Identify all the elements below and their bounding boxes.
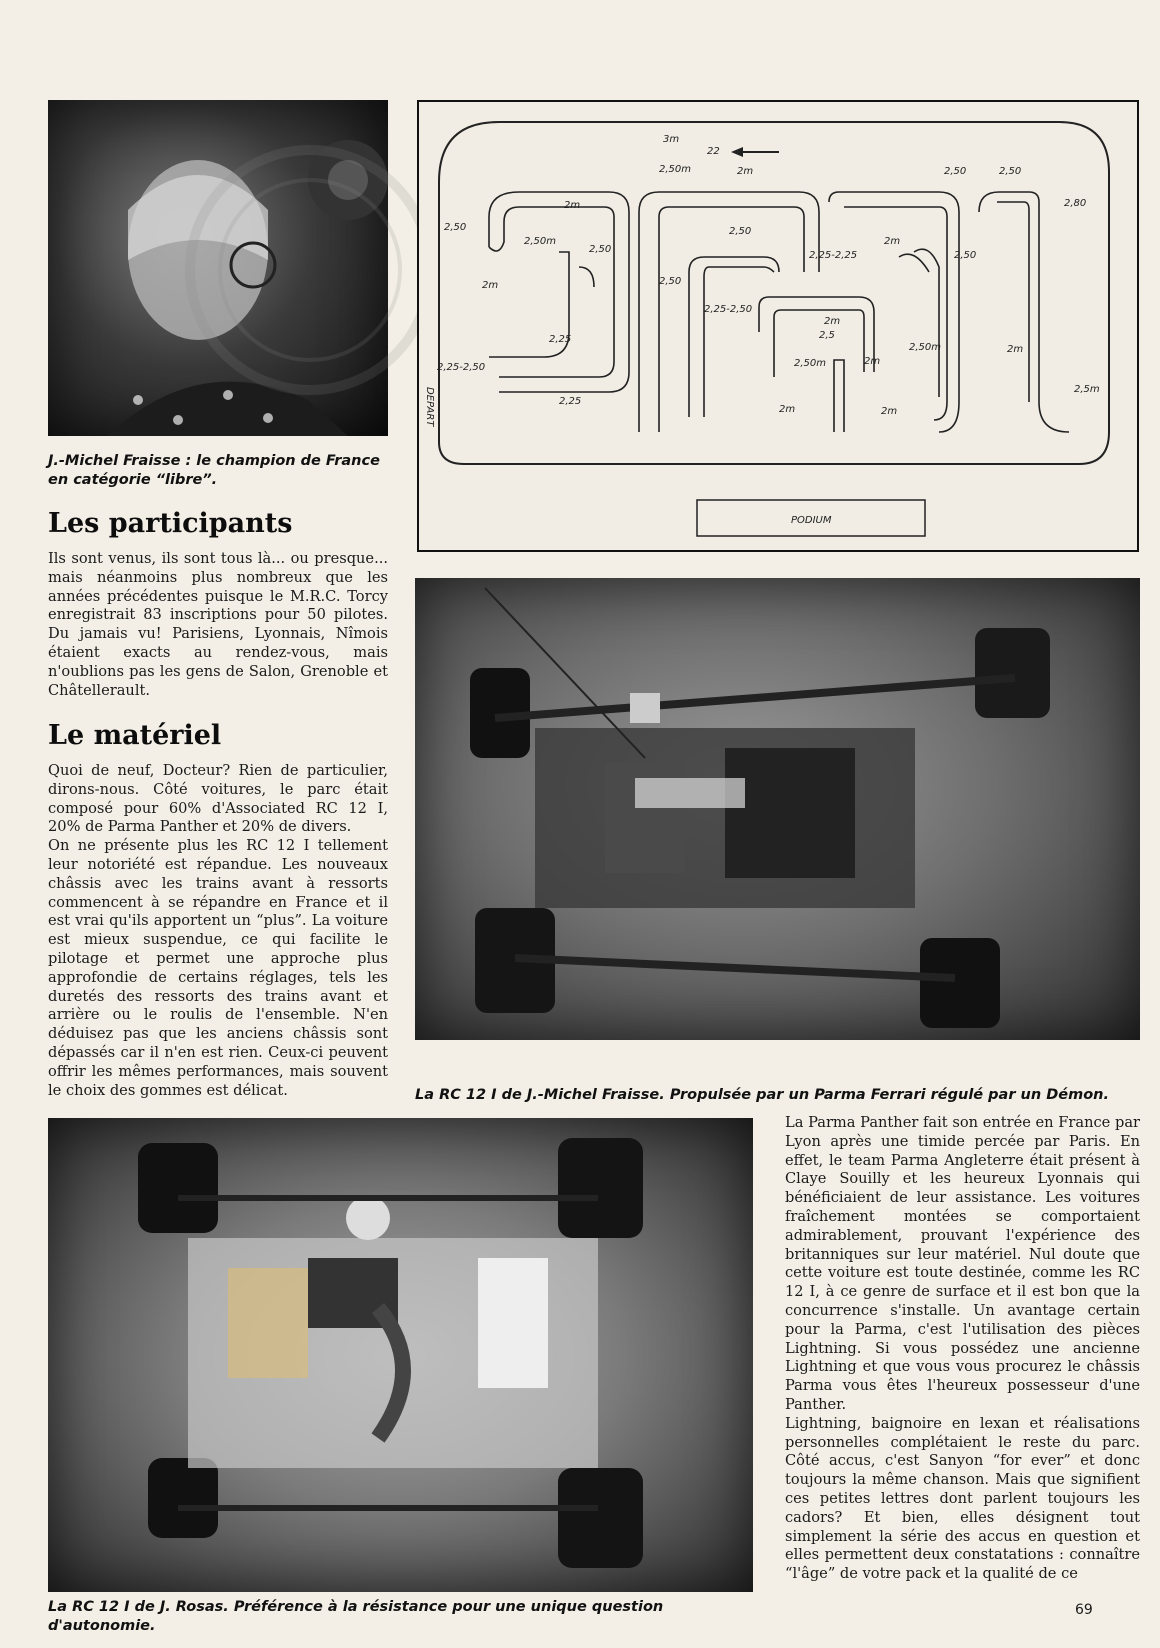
photo-champion-portrait [48, 100, 388, 436]
photo1-caption: J.-Michel Fraisse : le champion de France en catégorie “libre”. [48, 453, 380, 488]
parma-paragraph-1: La Parma Panther fait son entrée en France par Lyon après une timide percée par Paris. En effet, le team Parma Angleterre était présent à Claye Souilly et les heureux Lyonnais qui bénéficiaient de leur assistance. Les voitures fraîchement montées se comportaient admirablement, prouvant l'expérience des britanniques sur leur matériel. Nul doute que cette voiture est toute destinée, comme les RC 12 I, à ce genre de surface et il est bon que la concurrence s'installe. Un avantage certain pour la Parma, c'est l'utilisation des pièces Lightning. Si vous possédez une ancienne Lightning et que vous vous procurez le châssis Parma vous êtes l'heureux possesseur d'une Panther. [785, 1114, 1140, 1413]
track-label: 2m [884, 236, 901, 247]
track-label: 2,5 [819, 330, 835, 341]
track-label: 2m [482, 280, 499, 291]
track-label: 2,25-2,25 [809, 250, 858, 261]
track-label: 2,50m [524, 236, 557, 247]
track-label: 2,50 [729, 226, 752, 237]
track-label: 2,50 [589, 244, 612, 255]
participants-text [48, 550, 388, 700]
photo3-caption: La RC 12 I de J. Rosas. Préférence à la résistance pour une unique question d'autonomie. [48, 1599, 664, 1634]
parma-text [785, 1114, 1140, 1584]
participants-paragraph: Ils sont venus, ils sont tous là... ou presque... mais néanmoins plus nombreux que les années précédentes puisque le M.R.C. Torcy enregistrait 83 inscriptions pour 50 pilotes. Du jamais vu! Parisiens, Lyonnais, Nîmois étaient exacts au rendez-vous, mais n'oublions pas les gens de Salon, Grenoble et Châtellerault. [48, 550, 388, 699]
podium-label: PODIUM [791, 515, 832, 526]
photo2-caption: La RC 12 I de J.-Michel Fraisse. Propulsée par un Parma Ferrari régulé par un Démon. [415, 1087, 1110, 1103]
track-label: 2,50 [944, 166, 967, 177]
track-label: 22 [707, 146, 720, 157]
track-label: 2m [779, 404, 796, 415]
track-label: 2,50 [444, 222, 467, 233]
track-label: 2,50m [909, 342, 942, 353]
photo-car-fraisse [415, 578, 1140, 1040]
track-map [417, 100, 1139, 552]
track-label: 2m [1007, 344, 1024, 355]
direction-arrow-icon [731, 147, 779, 157]
track-label: 3m [663, 134, 680, 145]
track-label: 2,25-2,50 [437, 362, 486, 373]
track-label: 2,50 [999, 166, 1022, 177]
start-label: DEPART [424, 387, 435, 427]
track-label: 2m [824, 316, 841, 327]
materiel-paragraph-1: Quoi de neuf, Docteur? Rien de particulier, dirons-nous. Côté voitures, le parc était composé pour 60% d'Associated RC 12 I, 20% de Parma Panther et 20% de divers. [48, 762, 388, 836]
track-label: 2m [864, 356, 881, 367]
track-label: 2,50 [954, 250, 977, 261]
track-layout-diagram [419, 102, 1137, 550]
heading-materiel: Le matériel [48, 720, 222, 751]
parma-paragraph-2: Lightning, baignoire en lexan et réalisations personnelles complétaient le reste du parc. Côté accus, c'est Sanyon “for ever” et donc toujours la même chanson. Mais que signifient ces petites lettres dont parlent toujours les cadors? Et bien, elles désignent tout simplement la série des accus en question et elles permettent deux constatations : connaître “l'âge” de votre pack et la qualité de ce [785, 1414, 1140, 1583]
track-label: 2,25 [549, 334, 572, 345]
track-label: 2m [737, 166, 754, 177]
track-label: 2,50m [659, 164, 692, 175]
track-label: 2m [564, 200, 581, 211]
materiel-paragraph-2: On ne présente plus les RC 12 I tellement leur notoriété est répandue. Les nouveaux châssis avec les trains avant à ressorts commencent à se répandre en France et il est vrai qu'ils apportent un “plus”. La voiture est mieux suspendue, ce qui facilite le pilotage et permet une approche plus approfondie de certains réglages, tels les duretés des ressorts des trains avant et arrière ou le roulis de l'ensemble. N'en déduisez pas que les anciens châssis sont dépassés car il n'en est rien. Ceux-ci peuvent offrir les mêmes performances, mais souvent le choix des gommes est délicat. [48, 837, 388, 1099]
car-illustration-2 [48, 1118, 753, 1592]
track-label: 2,50m [794, 358, 827, 369]
track-label: 2,5m [1074, 384, 1100, 395]
track-label: 2m [881, 406, 898, 417]
track-label: 2,50 [659, 276, 682, 287]
track-label: 2,25-2,50 [704, 304, 753, 315]
photo-car-rosas [48, 1118, 753, 1592]
car-illustration-1 [415, 578, 1140, 1040]
track-label: 2,25 [559, 396, 582, 407]
track-label: 2,80 [1064, 198, 1087, 209]
page-number: 69 [1075, 1602, 1093, 1618]
materiel-text [48, 762, 388, 1100]
heading-participants: Les participants [48, 508, 293, 539]
portrait-illustration [48, 100, 388, 436]
